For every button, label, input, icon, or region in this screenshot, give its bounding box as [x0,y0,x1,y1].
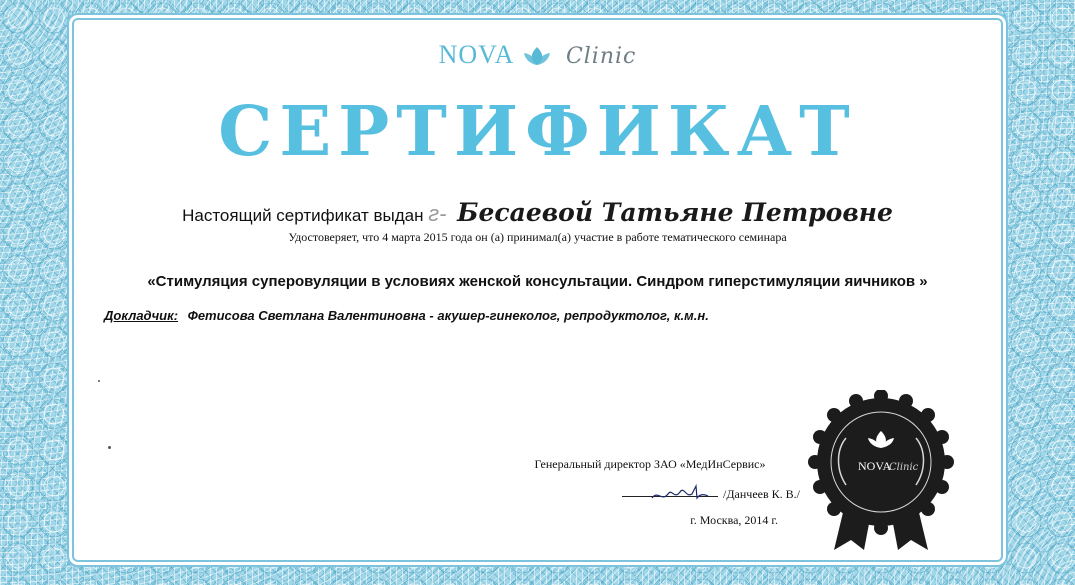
signature-block [500,457,800,528]
recipient-name: Бесаевой Татьяне Петровне [457,198,893,227]
lotus-icon [522,45,552,67]
director-position: Генеральный директор ЗАО «МедИнСервис» [534,457,766,471]
city-date: г. Москва, 2014 г. [690,513,778,527]
signature-row [500,487,800,502]
seal-brand: NOVA [858,459,892,473]
signature-line [622,496,718,497]
speaker-label: Докладчик: [104,308,179,323]
director-name: /Данчеев К. В./ [723,487,800,501]
issued-smudge: г- [428,201,447,226]
clinic-seal [806,390,956,550]
speaker-line [104,308,709,323]
certificate-title: СЕРТИФИКАТ [218,92,857,172]
logo-brand: NOVA [438,40,513,69]
speck [108,446,111,449]
nova-clinic-logo [0,40,1075,70]
issued-prefix: Настоящий сертификат выдан [182,206,424,225]
certifies-text: Удостоверяет, что 4 марта 2015 года он (а) принимал(а) участие в работе тематического семинара [288,230,787,244]
speaker-text: Фетисова Светлана Валентиновна - акушер-гинеколог, репродуктолог, к.м.н. [187,308,709,323]
handwritten-signature [650,482,710,504]
issued-line [0,198,1075,227]
speck [98,380,100,382]
seal-clinic: Clinic [889,462,919,473]
seminar-title: «Стимуляция суперовуляции в условиях женской консультации. Синдром гиперстимуляции яичников » [147,273,928,290]
logo-clinic: Clinic [565,44,637,69]
